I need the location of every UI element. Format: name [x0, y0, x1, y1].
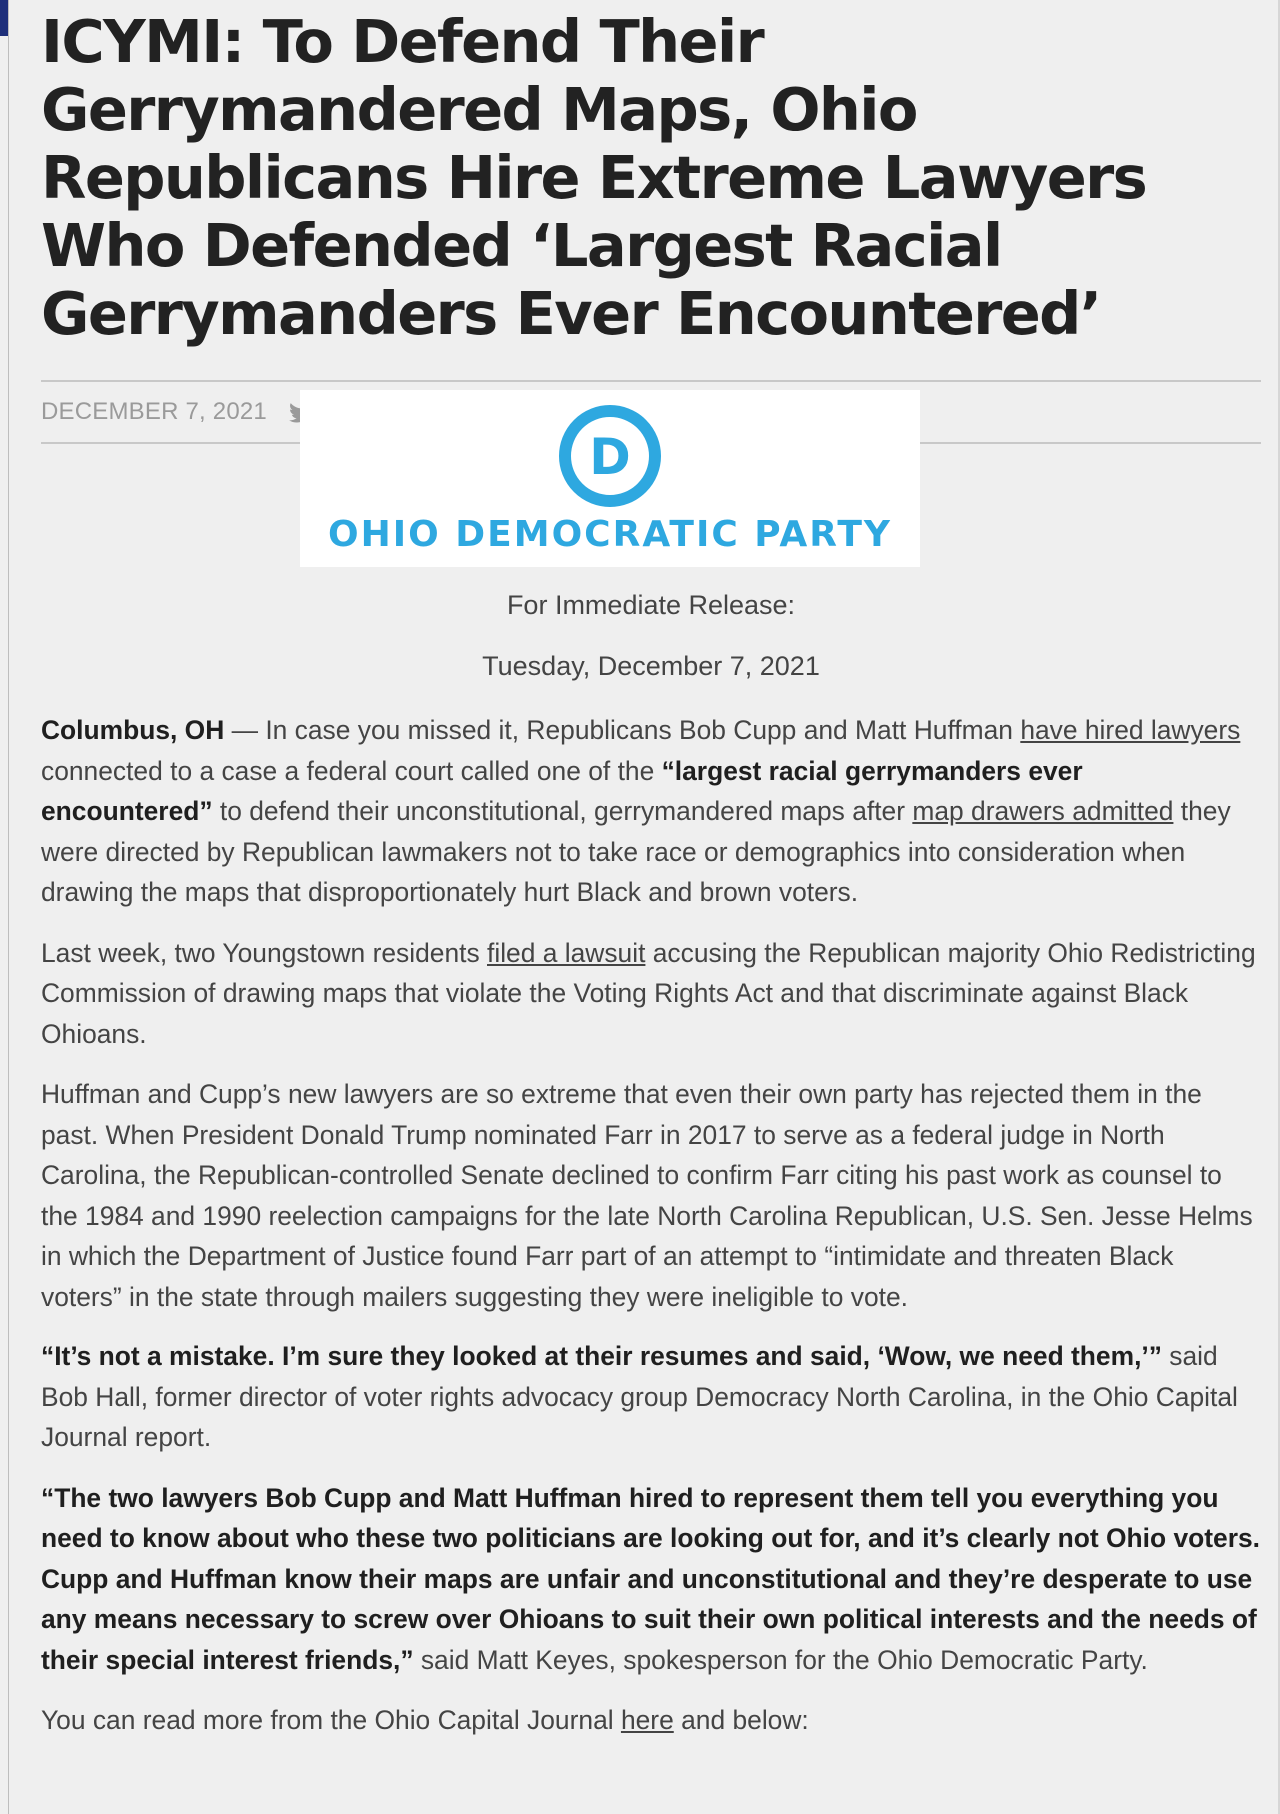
have-hired-lawyers-link[interactable]: have hired lawyers [1020, 715, 1241, 745]
democratic-d-logo-icon [558, 404, 662, 508]
page-left-border [8, 0, 9, 1814]
dateline: Columbus, OH [41, 715, 225, 745]
article [41, 0, 1261, 444]
paragraph-5: “The two lawyers Bob Cupp and Matt Huffman hired to represent them tell you everything you need to know about who these two politicians are looking out for, and it’s clearly not Ohio voters. Cupp and Huffman know their maps are unfair and unconstitutional and they’re desperate to use any means necessary to screw over Ohioans to suit their own political interests and the needs of their special interest friends,” said Matt Keyes, spokesperson for the Ohio Democratic Party. [41, 1482, 1260, 1675]
article-title: ICYMI: To Defend Their Gerrymandered Maps, Ohio Republicans Hire Extreme Lawyers Who Defended ‘Largest Racial Gerrymanders Ever Encountered’ [41, 7, 1147, 348]
logo-wordmark: OHIO DEMOCRATIC PARTY [328, 514, 892, 555]
article-date: DECEMBER 7, 2021 [41, 398, 267, 425]
bold-quote: “The two lawyers Bob Cupp and Matt Huffman hired to represent them tell you everything you need to know about who these two politicians are looking out for, and it’s clearly not Ohio voters. Cupp and Huffman know their maps are unfair and unconstitutional and they’re desperate to use any means necessary to screw over Ohioans to suit their own political interests and the needs of their special interest friends,” [41, 1482, 1260, 1675]
map-drawers-admitted-link[interactable]: map drawers admitted [912, 796, 1174, 826]
paragraph-6: You can read more from the Ohio Capital Journal here and below: [41, 1705, 809, 1735]
release-label: For Immediate Release: [506, 590, 796, 620]
article-body [41, 710, 1261, 1761]
svg-text:D: D [589, 428, 631, 486]
filed-a-lawsuit-link[interactable]: filed a lawsuit [487, 937, 646, 968]
bold-quote: “It’s not a mistake. I’m sure they looked at their resumes and said, ‘Wow, we need them,’” [41, 1341, 1162, 1371]
window-corner-accent [0, 0, 8, 36]
release-date: Tuesday, December 7, 2021 [482, 651, 820, 681]
here-link[interactable]: here [620, 1705, 674, 1735]
paragraph-1: Columbus, OH — In case you missed it, Republicans Bob Cupp and Matt Huffman have hired lawyers connected to a case a federal court called one of the “largest racial gerrymanders ever encountered” to defend their unconstitutional, gerrymandered maps after map drawers admitted they were directed by Republican lawmakers not to take race or demographics into consideration when drawing the maps that disproportionately hurt Black and brown voters. [41, 715, 1241, 907]
paragraph-2: Last week, two Youngstown residents filed a lawsuit accusing the Republican majority Ohio Redistricting Commission of drawing maps that violate the Voting Rights Act and that discriminate against Black Ohioans. [41, 937, 1256, 1049]
bold-quote: “largest racial gerrymanders ever encountered” [41, 755, 1083, 826]
paragraph-3: Huffman and Cupp’s new lawyers are so extreme that even their own party has rejected them in the past. When President Donald Trump nominated Farr in 2017 to serve as a federal judge in North Carolina, the Republican-controlled Senate declined to confirm Farr citing his past work as counsel to the 1984 and 1990 reelection campaigns for the late North Carolina Republican, U.S. Sen. Jesse Helms in which the Department of Justice found Farr part of an attempt to “intimidate and threaten Black voters” in the state through mailers suggesting they were ineligible to vote. [41, 1079, 1253, 1312]
paragraph-4: “It’s not a mistake. I’m sure they looked at their resumes and said, ‘Wow, we need them,’” said Bob Hall, former director of voter rights advocacy group Democracy North Carolina, in the Ohio Capital Journal report. [41, 1341, 1238, 1452]
ohio-democratic-party-logo [300, 390, 920, 567]
